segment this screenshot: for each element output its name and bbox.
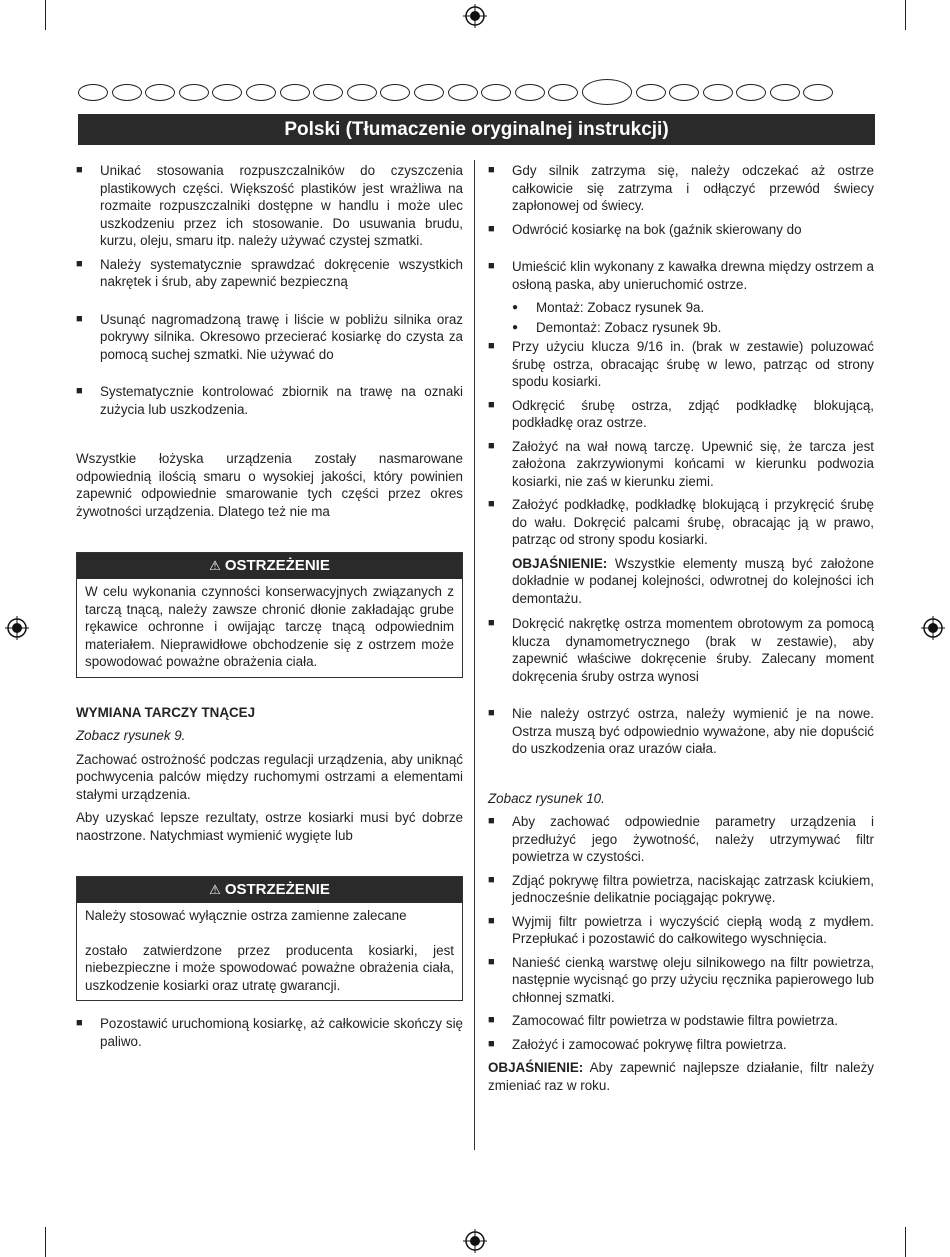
square-bullet-icon: ■ [488,815,495,827]
language-tab [548,84,578,101]
page-title: Polski (Tłumaczenie oryginalnej instrukcji) [78,114,875,145]
language-tab [414,84,444,101]
note: OBJAŚNIENIE: Aby zapewnić najlepsze działanie, filtr należy zmieniać raz w roku. [488,1060,874,1093]
paragraph: Aby uzyskać lepsze rezultaty, ostrze kosiarki musi być dobrze naostrzone. Natychmiast wymienić wygięte lub [76,810,463,843]
registration-mark-icon [463,1229,487,1253]
language-tab [515,84,545,101]
square-bullet-icon: ■ [76,312,83,325]
square-bullet-icon: ■ [76,1017,83,1029]
sub-list-item: ● Demontaż: Zobacz rysunek 9b. [512,319,722,335]
left-column [76,162,463,1056]
crop-mark [45,1227,46,1257]
list-item: ■ Nie należy ostrzyć ostrza, należy wymienić je na nowe. Ostrza muszą być odpowiednio wyważone, aby nie dopuścić do uszkodzenia oraz urazów ciała. [488,706,874,756]
square-bullet-icon: ■ [488,260,495,272]
language-tab [481,84,511,101]
language-tab-active [582,79,632,105]
language-tab [145,84,175,101]
square-bullet-icon: ■ [76,164,83,176]
language-tab [280,84,310,101]
language-tab [636,84,666,101]
language-tab [179,84,209,101]
list-item: ■ Umieścić klin wykonany z kawałka drewna między ostrzem a osłoną paska, aby unieruchomić ostrze. [488,259,874,292]
list-item: ■ Przy użyciu klucza 9/16 in. (brak w zestawie) poluzować śrubę ostrza, obracając śrubę w lewo, patrząc od strony spodu kosiarki. [488,339,874,389]
crop-mark [905,1227,906,1257]
list-item: ■ Należy systematycznie sprawdzać dokręcenie wszystkich nakrętek i śrub, aby zapewnić bezpieczną [76,256,463,289]
note: OBJAŚNIENIE: Wszystkie elementy muszą być założone dokładnie w podanej kolejności, odwrotnej do kolejności ich demontażu. [512,555,874,606]
list-item: ■ Zdjąć pokrywę filtra powietrza, naciskając zatrzask kciukiem, jednocześnie delikatnie pociągając pokrywę. [488,872,874,905]
figure-reference: Zobacz rysunek 9. [76,728,186,743]
language-tab [380,84,410,101]
list-item: ■ Aby zachować odpowiednie parametry urządzenia i przedłużyć jego żywotność, należy utrzymywać filtr powietrza w czystości. [488,814,874,864]
language-tab [448,84,478,101]
square-bullet-icon: ■ [76,385,83,397]
round-bullet-icon: ● [512,321,519,333]
warning-box [76,876,463,1001]
square-bullet-icon: ■ [488,617,495,629]
warning-text: W celu wykonania czynności konserwacyjnych związanych z tarczą tnącą, należy zawsze chronić dłonie zakładając grube rękawice ochronne i owijając tarczę tnącą odpowiednim materiałem. Nieprawidłowe obchodzenie się z ostrzem może spowodować poważne obrażenia ciała. [85,584,454,669]
list-item: ■ Usunąć nagromadzoną trawę i liście w pobliżu silnika oraz pokrywy silnika. Okresowo przecierać kosiarkę do czysta za pomocą suchej szmatki. Nie używać do [76,311,463,362]
language-tab [770,84,800,101]
language-tab [78,84,108,101]
list-item: ■ Założyć i zamocować pokrywę filtra powietrza. [488,1036,787,1052]
square-bullet-icon: ■ [488,873,495,886]
language-tabs [78,80,878,104]
warning-text: Należy stosować wyłącznie ostrza zamienne zalecane zostało zatwierdzone przez producenta kosiarki, jest niebezpieczne i może spowodować poważne obrażenia ciała, uszkodzenie kosiarki oraz utratę gwarancji. [85,908,454,993]
crop-mark [45,0,46,30]
sub-list-item: ● Montaż: Zobacz rysunek 9a. [512,300,705,315]
registration-mark-icon [921,616,945,640]
square-bullet-icon: ■ [488,222,495,235]
list-item: ■ Gdy silnik zatrzyma się, należy odczekać aż ostrze całkowicie się zatrzyma i odłączyć przewód świecy zapłonowej od świecy. [488,163,874,213]
language-tab [736,84,766,101]
warning-header: ⚠ OSTRZEŻENIE [77,877,462,903]
square-bullet-icon: ■ [488,914,495,927]
square-bullet-icon: ■ [488,1014,495,1026]
square-bullet-icon: ■ [488,439,495,452]
language-tab [347,84,377,101]
right-column [488,162,874,1100]
list-item: ■ Unikać stosowania rozpuszczalników do czyszczenia plastikowych części. Większość plastików jest wrażliwa na rozmaite rozpuszczalniki dostępne w handlu i może ulec uszkodzeniu przez ich stosowanie. Do usuwania brudu, kurzu, oleju, smaru itp. należy używać czystej szmatki. [76,163,463,248]
list-item: ■ Założyć na wał nową tarczę. Upewnić się, że tarcza jest założona zakrzywionymi końcami w kierunku podwozia kosiarki, nie zaś w kierunku ziemi. [488,438,874,489]
language-tab [803,84,833,101]
lubrication-paragraph: Wszystkie łożyska urządzenia zostały nasmarowane odpowiednią ilością smaru o wysokiej jakości, który powinien zapewnić odpowiednie smarowanie tych części przez okres żywotności urządzenia. Dlatego też nie ma [76,451,463,519]
language-tab [112,84,142,101]
warning-triangle-icon: ⚠ [209,558,221,573]
section-heading: WYMIANA TARCZY TNĄCEJ [76,704,256,720]
square-bullet-icon: ■ [488,340,495,352]
square-bullet-icon: ■ [488,398,495,411]
list-item: ■ Pozostawić uruchomioną kosiarkę, aż całkowicie skończy się paliwo. [76,1016,463,1049]
warning-triangle-icon: ⚠ [209,882,221,897]
registration-mark-icon [463,4,487,28]
paragraph: Zachować ostrożność podczas regulacji urządzenia, aby uniknąć pochwycenia palców między ruchomymi ostrzami a elementami stałymi urządzenia. [76,751,463,802]
list-item: ■ Nanieść cienką warstwę oleju silnikowego na filtr powietrza, następnie wycisnąć go przy użyciu ręcznika papierowego lub chłonnej szmatki. [488,954,874,1005]
column-divider [474,160,475,1150]
list-item: ■ Systematycznie kontrolować zbiornik na trawę na oznaki zużycia lub uszkodzenia. [76,384,463,417]
language-tab [313,84,343,101]
square-bullet-icon: ■ [488,164,495,176]
list-item: ■ Wyjmij filtr powietrza i wyczyścić ciepłą wodą z mydłem. Przepłukać i pozostawić do całkowitego wyschnięcia. [488,913,874,946]
language-tab [212,84,242,101]
registration-mark-icon [5,616,29,640]
crop-mark [905,0,906,30]
warning-header: ⚠ OSTRZEŻENIE [77,553,462,579]
list-item: ■ Odwrócić kosiarkę na bok (gaźnik skierowany do [488,221,802,237]
square-bullet-icon: ■ [488,955,495,968]
round-bullet-icon: ● [512,302,519,313]
square-bullet-icon: ■ [76,257,83,270]
square-bullet-icon: ■ [488,1037,495,1050]
list-item: ■ Zamocować filtr powietrza w podstawie filtra powietrza. [488,1013,838,1028]
warning-box [76,552,463,678]
language-tab [669,84,699,101]
list-item: ■ Odkręcić śrubę ostrza, zdjąć podkładkę blokującą, podkładkę oraz ostrze. [488,397,874,430]
list-item: ■ Dokręcić nakrętkę ostrza momentem obrotowym za pomocą klucza dynamometrycznego (brak w zestawie), aby zapewnić właściwe dokręcenie śruby. Zalecany moment dokręcenia śruby ostrza wynosi [488,616,874,684]
list-item: ■ Założyć podkładkę, podkładkę blokującą i przykręcić śrubę do wału. Dokręcić palcami śrubę, obracając ją w prawo, patrząc od strony spodu kosiarki. [488,497,874,547]
language-tab [246,84,276,101]
square-bullet-icon: ■ [488,498,495,510]
square-bullet-icon: ■ [488,707,495,719]
figure-reference: Zobacz rysunek 10. [488,790,605,806]
language-tab [703,84,733,101]
